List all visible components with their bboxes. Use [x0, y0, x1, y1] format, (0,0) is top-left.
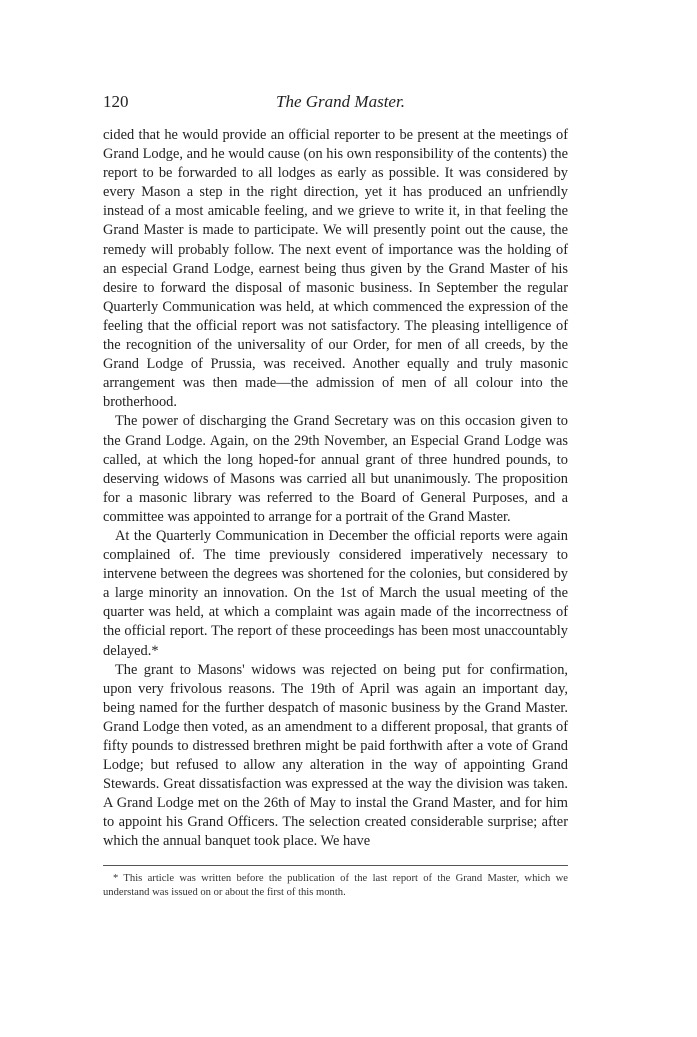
paragraph-1: cided that he would provide an official reporter to be present at the meetings of Grand Lodge, and he would cause (on his own responsibility of the contents) the report to be forwarded to all lodges as early as possible. It was considered by every Mason a step in the right direction, yet it has produced an unfriendly instead of a most amicable feeling, and we grieve to write it, in that feeling the Grand Master is made to participate. We will presently point out the cause, the remedy will probably follow. The next event of importance was the holding of an especial Grand Lodge, earnest being thus given by the Grand Master of his desire to forward the disposal of masonic business. In September the regular Quarterly Communication was held, at which commenced the expression of the feeling that the official report was not satisfactory. The pleasing intelligence of the recognition of the universality of our Order, for men of all creeds, by the Grand Lodge of Prussia, was received. Another equally and truly masonic arrangement was then made—the admission of men of all colour into the brotherhood. — [103, 127, 568, 411]
paragraph-3: At the Quarterly Communication in December the official reports were again complained of. The time previously considered imperatively necessary to intervene between the degrees was shortened for the colonies, but considered by a large minority an innovation. On the 1st of March the usual meeting of the quarter was held, at which a complaint was again made of the incorrectness of the official report. The report of these proceedings has been most unaccountably delayed.* — [103, 527, 568, 659]
footnote-divider — [103, 865, 568, 866]
body-text — [103, 126, 568, 852]
page-number: 120 — [103, 92, 129, 111]
running-title: The Grand Master. — [276, 92, 405, 111]
paragraph-4: The grant to Masons' widows was rejected on being put for confirmation, upon very frivolous reasons. The 19th of April was again an important day, being named for the further despatch of masonic business by the Grand Master. Grand Lodge then voted, as an amendment to a different proposal, that grants of fifty pounds to distressed brethren might be paid forthwith after a vote of Grand Lodge; but refused to allow any alteration in the way of appointing Grand Stewards. Great dissatisfaction was expressed at the way the division was taken. A Grand Lodge met on the 26th of May to instal the Grand Master, and for him to appoint his Grand Officers. The selection created considerable surprise; after which the annual banquet took place. We have — [103, 661, 568, 850]
footnote: * This article was written before the publication of the last report of the Grand Master, which we understand was issued on or about the first of this month. — [103, 872, 568, 898]
paragraph-2: The power of discharging the Grand Secretary was on this occasion given to the Grand Lodge. Again, on the 29th November, an Especial Grand Lodge was called, at which the long hoped-for annual grant of three hundred pounds, to deserving widows of Masons was carried all but unanimously. The proposition for a masonic library was referred to the Board of General Purposes, and a committee was appointed to arrange for a portrait of the Grand Master. — [103, 413, 568, 525]
book-page — [103, 92, 568, 900]
page-header — [103, 92, 568, 116]
